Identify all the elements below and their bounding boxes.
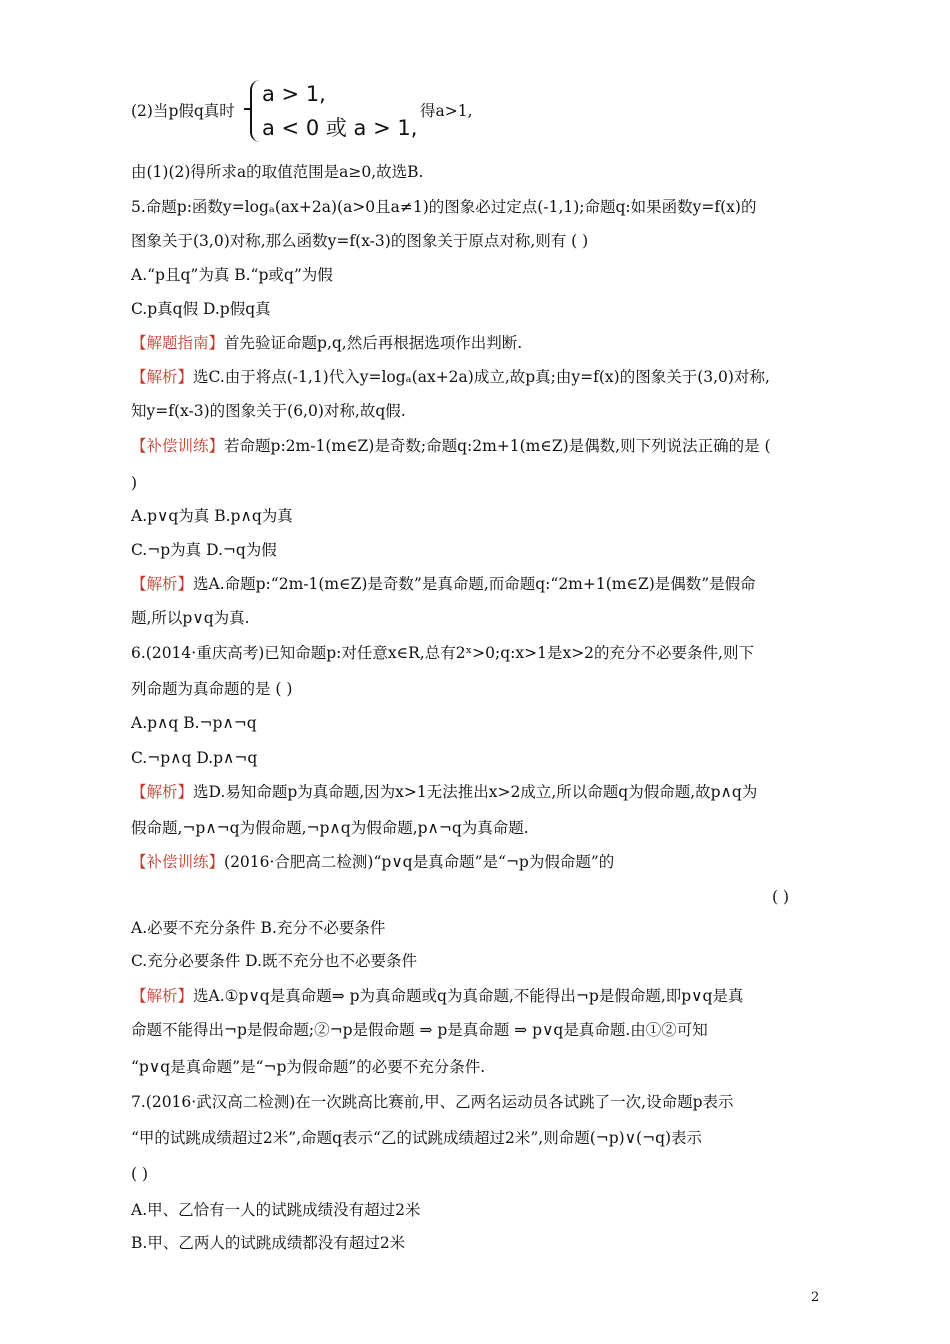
text-line [131, 1233, 405, 1253]
text-line [131, 436, 771, 456]
section-tag: 【解析】 [131, 575, 194, 593]
section-tag: 【补偿训练】 [131, 853, 225, 871]
line-text: 知y=f(x-3)的图象关于(6,0)对称,故q假. [131, 402, 406, 420]
line-text: A.p∨q为真 B.p∧q为真 [131, 507, 293, 525]
text-line [131, 713, 257, 733]
section-tag: 【解析】 [131, 368, 194, 386]
text-line [131, 1200, 420, 1220]
text-line [131, 1092, 734, 1112]
line-text: C.充分必要条件 D.既不充分也不必要条件 [131, 952, 417, 970]
text-line [131, 162, 424, 182]
system-row-1: a > 1, [262, 82, 326, 106]
line-text: 选A.①p∨q是真命题⇒ p为真命题或q为真命题,不能得出¬p是假命题,即p∨q是真 [193, 987, 744, 1005]
text-line [131, 299, 271, 319]
text-line [131, 918, 385, 938]
line-text: 选D.易知命题p为真命题,因为x>1无法推出x>2成立,所以命题q为假命题,故p∧q为 [193, 783, 758, 801]
text-line [131, 986, 743, 1006]
text-line [131, 748, 257, 768]
text-line [131, 540, 277, 560]
line-text: 题,所以p∨q为真. [131, 609, 250, 627]
line-text: (2016·合肥高二检测)“p∨q是真命题”是“¬p为假命题”的 [224, 853, 615, 871]
text-line [131, 818, 529, 838]
system-brace [250, 80, 262, 142]
text-line [131, 574, 756, 594]
text-line [131, 231, 588, 251]
case-two-prefix: (2)当p假q真时 [131, 102, 235, 120]
text-line [131, 197, 756, 217]
line-text: ) [131, 474, 138, 492]
text-line [131, 1164, 148, 1184]
text-line [131, 1128, 702, 1148]
text-line [131, 782, 757, 802]
line-text: ( ) [131, 1165, 149, 1183]
line-text: A.甲、乙恰有一人的试跳成绩没有超过2米 [131, 1201, 421, 1219]
line-text: 选C.由于将点(-1,1)代入y=logₐ(ax+2a)成立,故p真;由y=f(x)的图象关于(3,0)对称, [193, 368, 770, 386]
line-text: C.¬p∧q D.p∧¬q [131, 749, 258, 767]
line-text: 由(1)(2)得所求a的取值范围是a≥0,故选B. [131, 163, 424, 181]
line-text: ( ) [772, 888, 790, 906]
line-text: C.p真q假 D.p假q真 [131, 300, 271, 318]
text-line [131, 473, 137, 493]
text-line [131, 333, 522, 353]
text-line [131, 1057, 485, 1077]
line-text: A.p∧q B.¬p∧¬q [131, 714, 257, 732]
line-text: 命题不能得出¬p是假命题;②¬p是假命题 ⇒ p是真命题 ⇒ p∨q是真命题.由①②可知 [131, 1021, 708, 1039]
text-line [131, 1020, 708, 1040]
line-text: “甲的试跳成绩超过2米”,命题q表示“乙的试跳成绩超过2米”,则命题(¬p)∨(¬q)表示 [131, 1129, 703, 1147]
section-tag: 【解析】 [131, 987, 194, 1005]
text-line [772, 887, 789, 907]
case-two-suffix: 得a>1, [420, 102, 473, 120]
text-line [131, 951, 417, 971]
line-text: 列命题为真命题的是 ( ) [131, 680, 293, 698]
line-text: 首先验证命题p,q,然后再根据选项作出判断. [224, 334, 523, 352]
section-tag: 【补偿训练】 [131, 437, 225, 455]
text-line [131, 643, 754, 663]
text-line [131, 852, 614, 872]
line-text: 假命题,¬p∧¬q为假命题,¬p∧q为假命题,p∧¬q为真命题. [131, 819, 529, 837]
line-text: 7.(2016·武汉高二检测)在一次跳高比赛前,甲、乙两名运动员各试跳了一次,设命题p表示 [131, 1093, 734, 1111]
line-text: A.“p且q”为真 B.“p或q”为假 [131, 266, 333, 284]
line-text: B.甲、乙两人的试跳成绩都没有超过2米 [131, 1234, 406, 1252]
text-line [131, 367, 770, 387]
line-text: 若命题p:2m-1(m∈Z)是奇数;命题q:2m+1(m∈Z)是偶数,则下列说法正确的是 ( [224, 437, 771, 455]
text-line [131, 679, 292, 699]
line-text: 选A.命题p:“2m-1(m∈Z)是奇数”是真命题,而命题q:“2m+1(m∈Z)是偶数”是假命 [193, 575, 756, 593]
section-tag: 【解题指南】 [131, 334, 225, 352]
system-row-2: a < 0 或 a > 1, [262, 116, 418, 140]
text-line [131, 608, 250, 628]
line-text: C.¬p为真 D.¬q为假 [131, 541, 277, 559]
section-tag: 【解析】 [131, 783, 194, 801]
line-text: 5.命题p:函数y=logₐ(ax+2a)(a>0且a≠1)的图象必过定点(-1,1);命题q:如果函数y=f(x)的 [131, 198, 757, 216]
text-line [131, 401, 406, 421]
line-text: 6.(2014·重庆高考)已知命题p:对任意x∈R,总有2ˣ>0;q:x>1是x>2的充分不必要条件,则下 [131, 644, 754, 662]
line-text: A.必要不充分条件 B.充分不必要条件 [131, 919, 386, 937]
text-line [131, 265, 333, 285]
line-text: 图象关于(3,0)对称,那么函数y=f(x-3)的图象关于原点对称,则有 ( ) [131, 232, 589, 250]
line-text: “p∨q是真命题”是“¬p为假命题”的必要不充分条件. [131, 1058, 486, 1076]
text-line [131, 506, 293, 526]
page-number: 2 [811, 1290, 820, 1305]
